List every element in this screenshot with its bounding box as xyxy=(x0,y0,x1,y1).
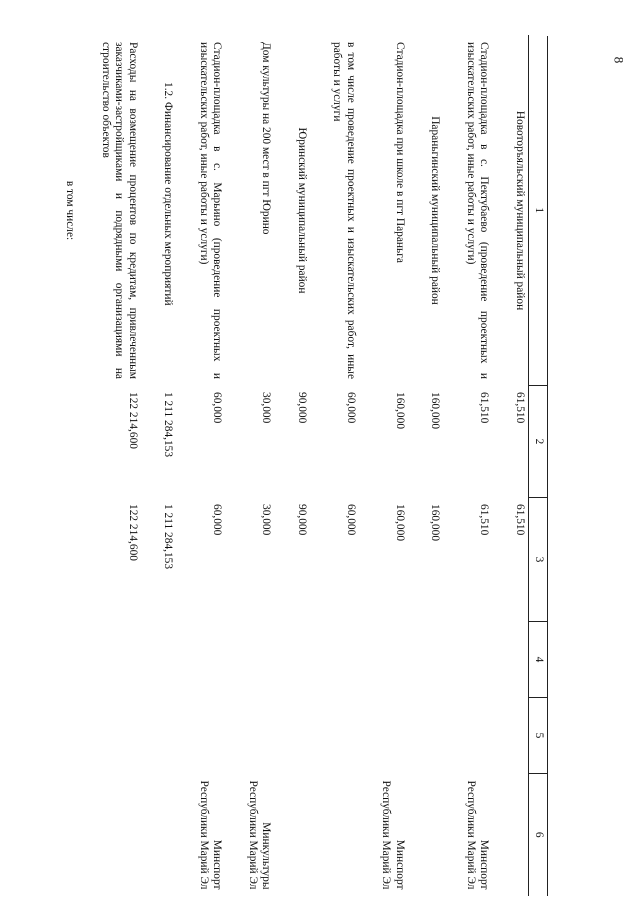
cell-c5 xyxy=(244,698,275,774)
col-header-1: 1 xyxy=(529,36,548,386)
col-header-6: 6 xyxy=(529,774,548,896)
page-number: 8 xyxy=(610,56,626,64)
table-row xyxy=(159,36,177,896)
spacer-cell xyxy=(493,622,511,698)
spacer-cell xyxy=(79,698,97,774)
spacer-cell xyxy=(226,698,244,774)
cell-c4 xyxy=(159,622,177,698)
table-row xyxy=(244,36,275,896)
spacer-cell xyxy=(493,774,511,896)
row-spacer xyxy=(79,36,97,896)
row-spacer xyxy=(177,36,195,896)
cell-c5 xyxy=(195,698,226,774)
col-header-2: 2 xyxy=(529,386,548,498)
cell-c4 xyxy=(61,622,79,698)
spacer-cell xyxy=(141,698,159,774)
cell-c1: Новоторъяльский муниципальный район xyxy=(514,110,526,311)
spacer-cell xyxy=(408,774,426,896)
cell-c4 xyxy=(426,622,444,698)
cell-c6 xyxy=(159,774,177,896)
cell-c3: 60,000 xyxy=(345,504,357,536)
spacer-cell xyxy=(177,386,195,498)
spacer-cell xyxy=(177,622,195,698)
row-spacer xyxy=(310,36,328,896)
cell-c3: 61,510 xyxy=(514,504,526,536)
financing-table xyxy=(61,35,548,896)
spacer-cell xyxy=(493,36,511,386)
cell-c1: Юринский муниципальный район xyxy=(296,127,308,294)
cell-c6 xyxy=(61,774,79,896)
spacer-cell xyxy=(359,698,377,774)
spacer-cell xyxy=(493,698,511,774)
spacer-cell xyxy=(444,386,462,498)
cell-c5 xyxy=(97,698,142,774)
cell-c6 xyxy=(328,774,359,896)
col-header-5: 5 xyxy=(529,698,548,774)
spacer-cell xyxy=(310,774,328,896)
table-row xyxy=(377,36,408,896)
cell-c2 xyxy=(61,386,79,498)
cell-c3: 122 214,600 xyxy=(127,504,139,561)
spacer-cell xyxy=(226,622,244,698)
cell-c4 xyxy=(293,622,311,698)
spacer-cell xyxy=(275,698,293,774)
table-row xyxy=(293,36,311,896)
spacer-cell xyxy=(275,774,293,896)
spacer-cell xyxy=(141,498,159,622)
cell-c6: Минспорт Республики Марий Эл xyxy=(198,780,224,890)
spacer-cell xyxy=(275,498,293,622)
cell-c6 xyxy=(97,774,142,896)
spacer-cell xyxy=(310,622,328,698)
table-row xyxy=(426,36,444,896)
cell-c2: 90,000 xyxy=(296,392,308,424)
spacer-cell xyxy=(310,698,328,774)
table-body xyxy=(61,36,529,896)
cell-c1: Стадион-площадка в с. Марьино (проведение проектных и изыскательских работ, иные работы и услуги) xyxy=(198,42,224,379)
spacer-cell xyxy=(444,698,462,774)
cell-c2: 61,510 xyxy=(478,392,491,424)
cell-c1: Стадион-площадка при школе в пгт Параньга xyxy=(394,42,406,263)
cell-c3: 1 211 284,153 xyxy=(162,504,175,570)
cell-c4 xyxy=(511,622,529,698)
spacer-cell xyxy=(141,36,159,386)
cell-c4 xyxy=(462,622,493,698)
cell-c1: Стадион-площадка в с. Пектубаево (проведение проектных и изыскательских работ, иные работы и услуги) xyxy=(465,42,491,379)
cell-c2: 1 211 284,153 xyxy=(162,392,175,458)
table-row xyxy=(328,36,359,896)
cell-c3: 160,000 xyxy=(394,504,406,542)
spacer-cell xyxy=(359,36,377,386)
cell-c5 xyxy=(462,698,493,774)
spacer-cell xyxy=(141,386,159,498)
cell-c4 xyxy=(328,622,359,698)
table-row xyxy=(61,36,79,896)
row-spacer xyxy=(141,36,159,896)
cell-c5 xyxy=(159,698,177,774)
spacer-cell xyxy=(79,386,97,498)
spacer-cell xyxy=(359,386,377,498)
table-row xyxy=(511,36,529,896)
spacer-cell xyxy=(359,622,377,698)
cell-c5 xyxy=(511,698,529,774)
spacer-cell xyxy=(310,498,328,622)
spacer-cell xyxy=(79,36,97,386)
cell-c6: Минспорт Республики Марий Эл xyxy=(465,780,491,890)
spacer-cell xyxy=(177,36,195,386)
spacer-cell xyxy=(493,386,511,498)
cell-c3: 30,000 xyxy=(260,504,273,536)
spacer-cell xyxy=(275,622,293,698)
table-header-row xyxy=(529,36,548,896)
spacer-cell xyxy=(275,36,293,386)
col-header-3: 3 xyxy=(529,498,548,622)
cell-c6: Минспорт Республики Марий Эл xyxy=(380,780,406,890)
spacer-cell xyxy=(177,774,195,896)
spacer-cell xyxy=(444,774,462,896)
cell-c1: Дом культуры на 200 мест в пгт Юрино xyxy=(260,42,273,235)
cell-c6 xyxy=(426,774,444,896)
cell-c5 xyxy=(293,698,311,774)
spacer-cell xyxy=(79,774,97,896)
cell-c2: 30,000 xyxy=(260,392,273,424)
spacer-cell xyxy=(79,622,97,698)
cell-c2: 160,000 xyxy=(394,392,406,430)
cell-c6 xyxy=(293,774,311,896)
cell-c6: Минкультуры Республики Марий Эл xyxy=(247,780,273,890)
cell-c5 xyxy=(377,698,408,774)
spacer-cell xyxy=(275,386,293,498)
row-spacer xyxy=(493,36,511,896)
spacer-cell xyxy=(79,498,97,622)
row-spacer xyxy=(275,36,293,896)
cell-c3: 61,510 xyxy=(478,504,491,536)
spacer-cell xyxy=(493,498,511,622)
table-row xyxy=(195,36,226,896)
spacer-cell xyxy=(444,498,462,622)
spacer-cell xyxy=(359,774,377,896)
spacer-cell xyxy=(177,498,195,622)
cell-c3: 60,000 xyxy=(211,504,224,536)
cell-c3 xyxy=(61,498,79,622)
cell-c1: Параньгинский муниципальный район xyxy=(429,116,442,305)
col-header-4: 4 xyxy=(529,622,548,698)
row-spacer xyxy=(444,36,462,896)
table-row xyxy=(97,36,142,896)
cell-c2: 160,000 xyxy=(429,392,442,430)
cell-c5 xyxy=(426,698,444,774)
spacer-cell xyxy=(408,386,426,498)
spacer-cell xyxy=(310,386,328,498)
cell-c5 xyxy=(328,698,359,774)
cell-c6 xyxy=(511,774,529,896)
cell-c4 xyxy=(377,622,408,698)
cell-c5 xyxy=(61,698,79,774)
row-spacer xyxy=(359,36,377,896)
spacer-cell xyxy=(408,498,426,622)
spacer-cell xyxy=(359,498,377,622)
cell-c2: 60,000 xyxy=(211,392,224,424)
cell-c1: в том числе: xyxy=(64,180,77,241)
cell-c4 xyxy=(195,622,226,698)
rotated-page-content xyxy=(64,35,548,895)
cell-c1: Расходы на возмещение процентов по кредитам, привлеченным заказчиками-застройщиками и подрядными организациями на строительство объектов xyxy=(100,42,139,379)
cell-c2: 61,510 xyxy=(514,392,526,424)
cell-c3: 90,000 xyxy=(296,504,308,536)
spacer-cell xyxy=(310,36,328,386)
cell-c2: 122 214,600 xyxy=(127,392,139,449)
cell-c1: в том числе проведение проектных и изыскательских работ, иные работы и услуги xyxy=(331,42,357,379)
spacer-cell xyxy=(226,386,244,498)
spacer-cell xyxy=(444,622,462,698)
cell-c2: 60,000 xyxy=(345,392,357,424)
spacer-cell xyxy=(408,698,426,774)
cell-c1: 1.2. Финансирование отдельных мероприятий xyxy=(162,82,175,306)
row-spacer xyxy=(226,36,244,896)
spacer-cell xyxy=(177,698,195,774)
table-row xyxy=(462,36,493,896)
spacer-cell xyxy=(226,36,244,386)
spacer-cell xyxy=(226,498,244,622)
spacer-cell xyxy=(141,622,159,698)
spacer-cell xyxy=(408,36,426,386)
spacer-cell xyxy=(444,36,462,386)
cell-c4 xyxy=(244,622,275,698)
cell-c3: 160,000 xyxy=(429,504,442,542)
row-spacer xyxy=(408,36,426,896)
spacer-cell xyxy=(141,774,159,896)
spacer-cell xyxy=(408,622,426,698)
cell-c4 xyxy=(97,622,142,698)
spacer-cell xyxy=(226,774,244,896)
